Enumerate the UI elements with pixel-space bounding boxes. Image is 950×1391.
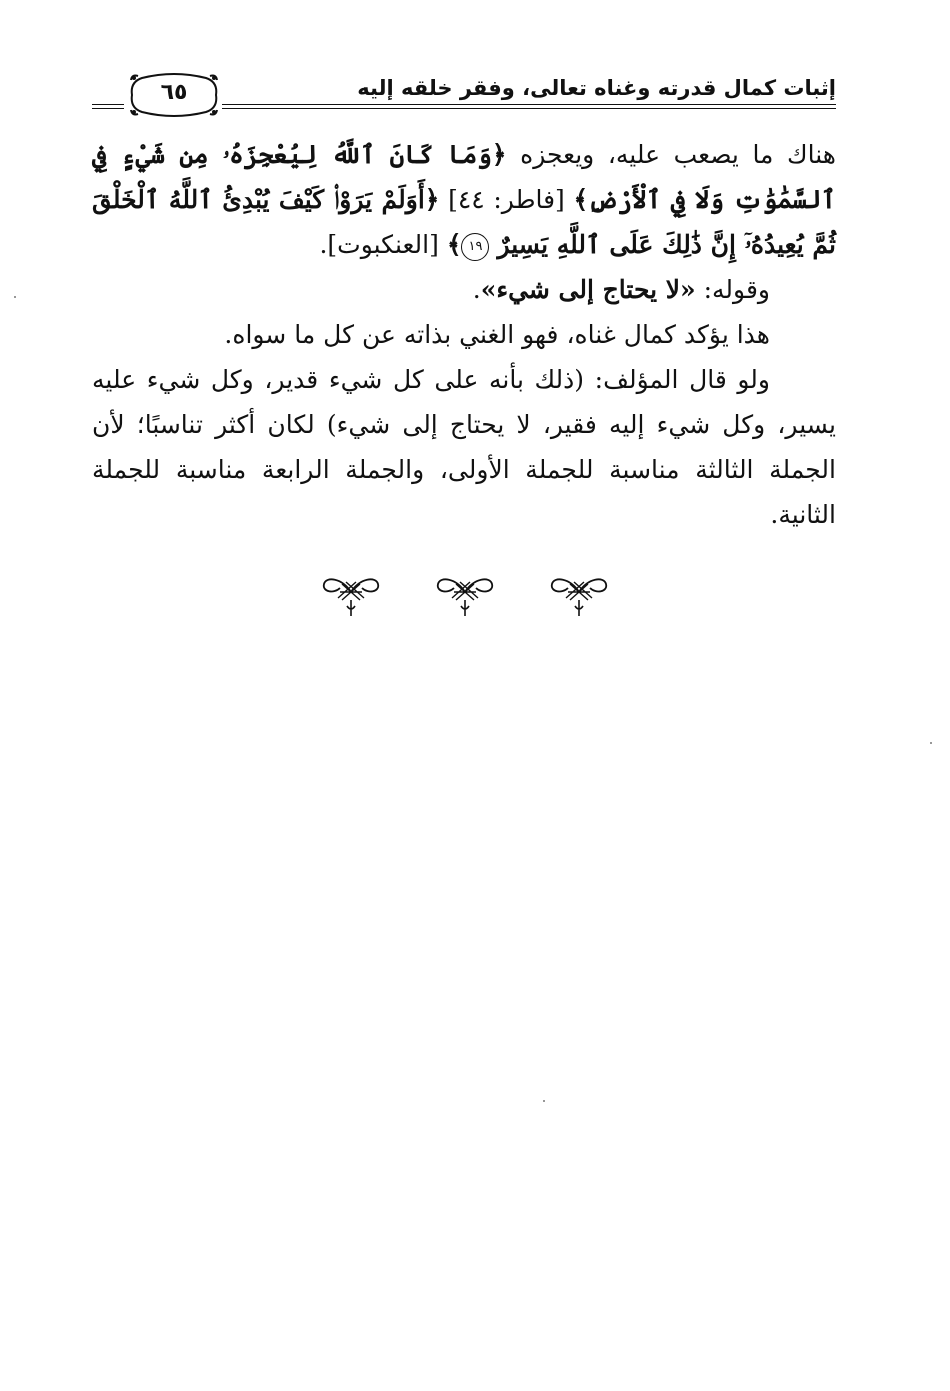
knot-ornament-icon — [320, 570, 382, 622]
page-number: ٦٥ — [160, 80, 188, 105]
section-end-ornaments — [320, 570, 610, 622]
paragraph-1-text: هناك ما يصعب عليه، ويعجزه — [506, 140, 836, 169]
paragraph-2 — [92, 267, 836, 312]
knot-ornament-icon — [434, 570, 496, 622]
surah-ref-fatir: [فاطر: ٤٤] — [439, 185, 574, 214]
verse-number-mark: ١٩ — [461, 233, 489, 261]
matn-quote: «لا يحتاج إلى شيء» — [480, 275, 696, 304]
page-body — [92, 132, 836, 537]
surah-ref-ankabut: [العنكبوت]. — [319, 230, 447, 259]
scan-speck — [14, 296, 16, 298]
paragraph-2-end: . — [472, 275, 481, 304]
scan-speck — [930, 742, 932, 744]
page-number-frame — [128, 72, 220, 118]
header-rule — [222, 104, 836, 109]
knot-ornament-icon — [548, 570, 610, 622]
quran-quote-close: ﴾ — [446, 230, 462, 259]
header-rule-short — [92, 104, 124, 109]
quran-quote-ankabut: ﴿أَوَلَمْ يَرَوْا۟ كَيْفَ يُبْدِئُ ٱللَّهُ ٱلْخَلْقَ ثُمَّ يُعِيدُهُۥٓ إِنَّ ذَٰلِكَ عَلَى ٱللَّهِ يَسِيرٌ — [92, 185, 836, 259]
quran-quote-fatir: ﴿وَمَا كَانَ ٱللَّهُ لِيُعْجِزَهُۥ مِن شَيْءٍ فِي ٱلسَّمَٰوَٰتِ وَلَا فِي ٱلْأَرْضِ﴾ — [92, 140, 836, 214]
scan-speck — [543, 1100, 545, 1102]
paragraph-1 — [92, 132, 836, 267]
paragraph-3: هذا يؤكد كمال غناه، فهو الغني بذاته عن كل ما سواه. — [224, 320, 770, 349]
paragraph-4: ولو قال المؤلف: (ذلك بأنه على كل شيء قدير، وكل شيء عليه يسير، وكل شيء إليه فقير، لا يحتاج إلى شيء) لكان أكثر تناسبًا؛ لأن الجملة الثالثة مناسبة للجملة الأولى، والجملة الرابعة مناسبة للجملة الثانية. — [92, 365, 836, 529]
page-header — [92, 68, 836, 118]
running-title: إثبات كمال قدرته وغناه تعالى، وفقر خلقه إليه — [357, 76, 836, 100]
paragraph-2-lead: وقوله: — [695, 275, 770, 304]
